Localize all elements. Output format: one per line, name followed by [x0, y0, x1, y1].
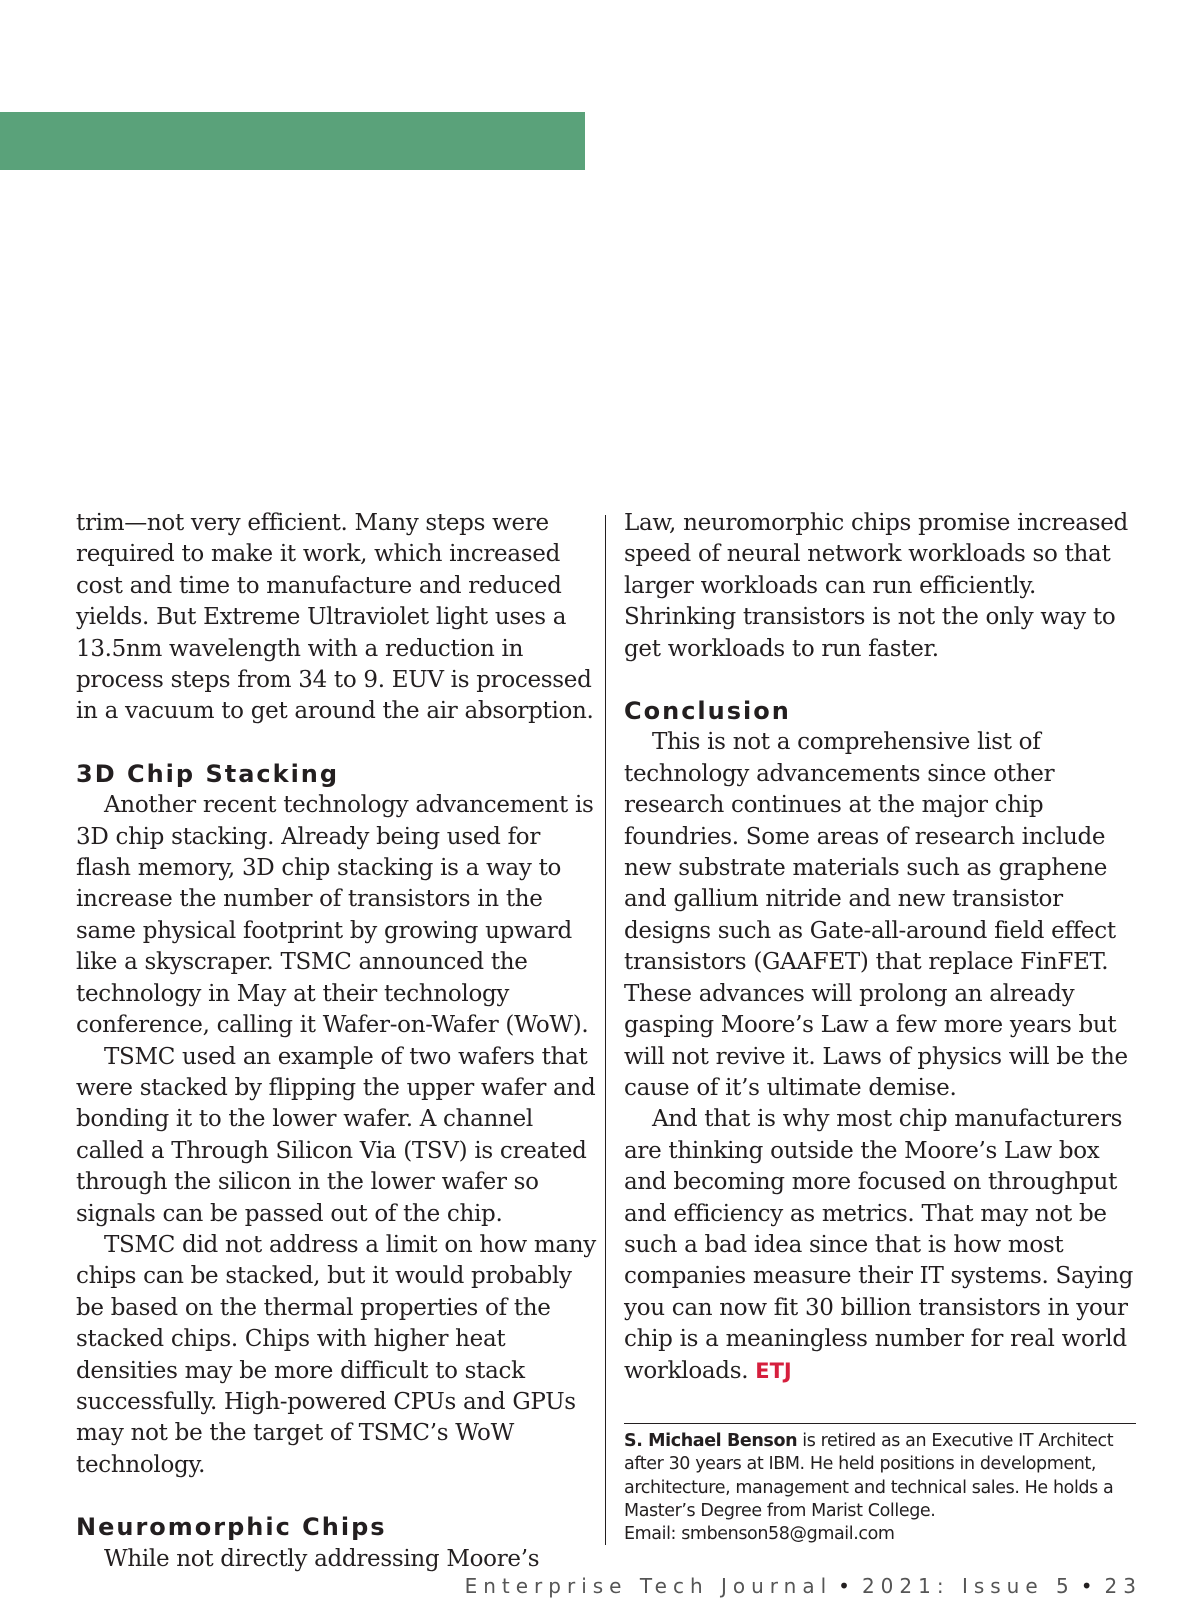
paragraph-3d-1: Another recent technology advancement is 3D chip stacking. Already being used for flash memory, 3D chip stacking is a way to increase the number of transistors in the same physical footprint by growing upward like a skyscraper. TSMC announced the technology in May at their technology conference, calling it Wafer-on-Wafer (WoW).: [76, 792, 594, 1039]
article-column-right: [624, 508, 1144, 1387]
footer-issue: 2021: Issue 5: [861, 1574, 1075, 1598]
paragraph-3d-3: TSMC did not address a limit on how many chips can be stacked, but it would probably be based on the thermal properties of the stacked chips. Chips with higher heat densities may be more difficult to stack successfully. High-powered CPUs and GPUs may not be the target of TSMC’s WoW technology.: [76, 1231, 596, 1478]
paragraph-conclusion-2-text: And that is why most chip manufacturers are thinking outside the Moore’s Law box and becoming more focused on throughput and efficiency as metrics. That may not be such a bad idea since that is how most companies measure their IT systems. Saying you can now fit 30 billion transistors in your chip is a meaningless number for real world workloads.: [624, 1106, 1134, 1384]
article-column-left: [76, 508, 596, 1575]
heading-conclusion: Conclusion: [624, 697, 791, 726]
etj-end-mark: ETJ: [755, 1358, 792, 1383]
author-description: is retired as an Executive IT Architect after 30 years at IBM. He held positions in development, architecture, management and technical sales. He holds a Master’s Degree from Marist College.: [624, 1431, 1114, 1521]
author-bio-text: [624, 1430, 1136, 1523]
paragraph-3d-2: TSMC used an example of two wafers that were stacked by flipping the upper wafer and bonding it to the lower wafer. A channel called a Through Silicon Via (TSV) is created through the silicon in the lower wafer so signals can be passed out of the chip.: [76, 1043, 596, 1227]
author-email: Email: smbenson58@gmail.com: [624, 1524, 895, 1545]
author-name: S. Michael Benson: [624, 1431, 798, 1451]
column-divider: [605, 515, 606, 1545]
paragraph-conclusion-1: This is not a comprehensive list of technology advancements since other research continues at the major chip foundries. Some areas of research include new substrate materials such as graphene and gallium nitride and new transistor designs such as Gate-all-around field effect transistors (GAAFET) that replace FinFET. These advances will prolong an already gasping Moore’s Law a few more years but will not revive it. Laws of physics will be the cause of it’s ultimate demise.: [624, 729, 1128, 1101]
footer-page-number: 23: [1104, 1574, 1142, 1598]
header-color-bar: [0, 112, 585, 170]
paragraph-neuro-continued: Law, neuromorphic chips promise increased speed of neural network workloads so that larger workloads can run efficiently. Shrinking transistors is not the only way to get workloads to run faster.: [624, 510, 1128, 662]
heading-neuromorphic-chips: Neuromorphic Chips: [76, 1513, 387, 1542]
page-footer: [465, 1574, 1142, 1598]
footer-publication: Enterprise Tech Journal: [464, 1574, 833, 1598]
author-bio: [624, 1423, 1136, 1546]
footer-bullet-1: •: [838, 1574, 856, 1598]
footer-bullet-2: •: [1080, 1574, 1099, 1598]
paragraph-conclusion-2: [624, 1104, 1144, 1387]
paragraph-neuro-1: While not directly addressing Moore’s: [104, 1545, 540, 1572]
heading-3d-chip-stacking: 3D Chip Stacking: [76, 759, 340, 788]
paragraph-intro: trim—not very efficient. Many steps were required to make it work, which increased cost and time to manufacture and reduced yields. But Extreme Ultraviolet light uses a 13.5nm wavelength with a reduction in process steps from 34 to 9. EUV is processed in a vacuum to get around the air absorption.: [76, 510, 594, 725]
